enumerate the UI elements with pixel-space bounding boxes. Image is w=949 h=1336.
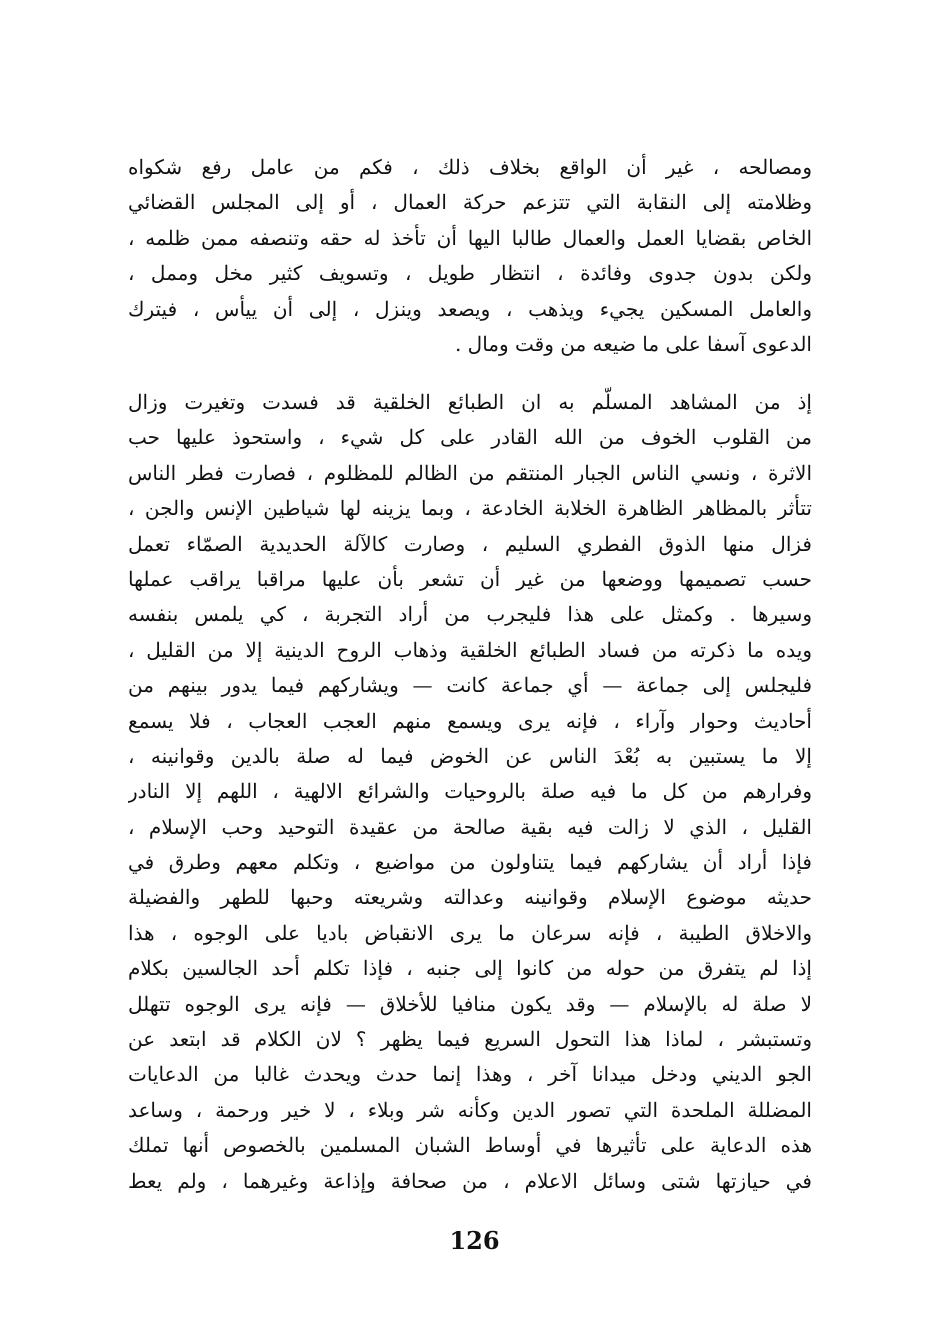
paragraph-2	[128, 385, 812, 1199]
text-line: وظلامته إلى النقابة التي تتزعم حركة العمال ، أو إلى المجلس القضائي	[128, 190, 812, 215]
text-line: ومصالحه ، غير أن الواقع بخلاف ذلك ، فكم من عامل رفع شكواه	[128, 155, 812, 179]
text-line: تتأثر بالمظاهر الظاهرة الخلابة الخادعة ، وبما يزينه لها شياطين الإنس والجن ،	[128, 496, 812, 521]
paragraph-1	[128, 150, 812, 362]
text-line: ولكن بدون جدوى وفائدة ، انتظار طويل ، وتسويف كثير مخل وممل ،	[128, 261, 812, 286]
text-line: لا صلة له بالإسلام — وقد يكون منافيا للأخلاق — فإنه يرى الوجوه تتهلل	[128, 991, 812, 1016]
text-line: إلا ما يستبين به بُعْدَ الناس عن الخوض فيما له صلة بالدين وقوانينه ،	[128, 743, 812, 768]
text-line: المضللة الملحدة التي تصور الدين وكأنه شر وبلاء ، لا خير ورحمة ، وساعد	[128, 1097, 812, 1122]
text-line: وفرارهم من كل ما فيه صلة بالروحيات والشرائع الالهية ، اللهم إلا النادر	[128, 779, 812, 804]
text-line: الدعوى آسفا على ما ضيعه من وقت ومال .	[454, 331, 812, 356]
text-line: الجو الديني ودخل ميدانا آخر ، وهذا إنما حدث ويحدث غالبا من الدعايات	[128, 1062, 812, 1087]
text-line: والاخلاق الطيبة ، فإنه سرعان ما يرى الانقباض باديا على الوجوه ، هذا	[128, 920, 812, 945]
text-line: فليجلس إلى جماعة — أي جماعة كانت — ويشاركهم فيما يدور بينهم من	[128, 673, 812, 698]
text-line: حديثه موضوع الإسلام وقوانينه وعدالته وشريعته وحبها للطهر والفضيلة	[128, 885, 812, 910]
text-line: فزال منها الذوق الفطري السليم ، وصارت كالآلة الحديدية الصمّاء تعمل	[128, 531, 812, 556]
text-line: والعامل المسكين يجيء ويذهب ، ويصعد وينزل ، إلى أن ييأس ، فيترك	[128, 296, 812, 321]
text-line: الاثرة ، ونسي الناس الجبار المنتقم من الظالم للمظلوم ، فصارت فطر الناس	[128, 460, 812, 485]
text-line: وتستبشر ، لماذا هذا التحول السريع فيما يظهر ؟ لان الكلام قد ابتعد عن	[128, 1027, 812, 1052]
text-line: إذ من المشاهد المسلّم به ان الطبائع الخلقية قد فسدت وتغيرت وزال	[128, 390, 812, 414]
text-line: وسيرها . وكمثل على هذا فليجرب من أراد التجربة ، كي يلمس بنفسه	[128, 602, 812, 627]
text-line: إذا لم يتفرق من حوله من كانوا إلى جنبه ، فإذا تكلم أحد الجالسين بكلام	[128, 956, 812, 981]
text-line: القليل ، الذي لا زالت فيه بقية صالحة من عقيدة التوحيد وحب الإسلام ،	[128, 814, 812, 839]
text-line: حسب تصميمها ووضعها من غير أن تشعر بأن عليها مراقبا يراقب عملها	[128, 566, 812, 591]
text-line: من القلوب الخوف من الله القادر على كل شيء ، واستحوذ عليها حب	[128, 425, 812, 450]
page-number: 126	[449, 1226, 500, 1255]
text-line: فإذا أراد أن يشاركهم فيما يتناولون من مواضيع ، وتكلم معهم وطرق في	[128, 850, 812, 875]
text-line: هذه الدعاية على تأثيرها في أوساط الشبان المسلمين بالخصوص أنها تملك	[128, 1133, 812, 1158]
text-line: أحاديث وحوار وآراء ، فإنه يرى ويسمع منهم العجب العجاب ، فلا يسمع	[128, 708, 812, 733]
text-line: في حيازتها شتى وسائل الاعلام ، من صحافة وإذاعة وغيرهما ، ولم يعط	[128, 1168, 812, 1193]
text-line: الخاص بقضايا العمل والعمال طالبا اليها أن تأخذ له حقه وتنصفه ممن ظلمه ،	[128, 225, 812, 250]
text-line: ويده ما ذكرته من فساد الطبائع الخلقية وذهاب الروح الدينية إلا من القليل ،	[128, 637, 812, 662]
